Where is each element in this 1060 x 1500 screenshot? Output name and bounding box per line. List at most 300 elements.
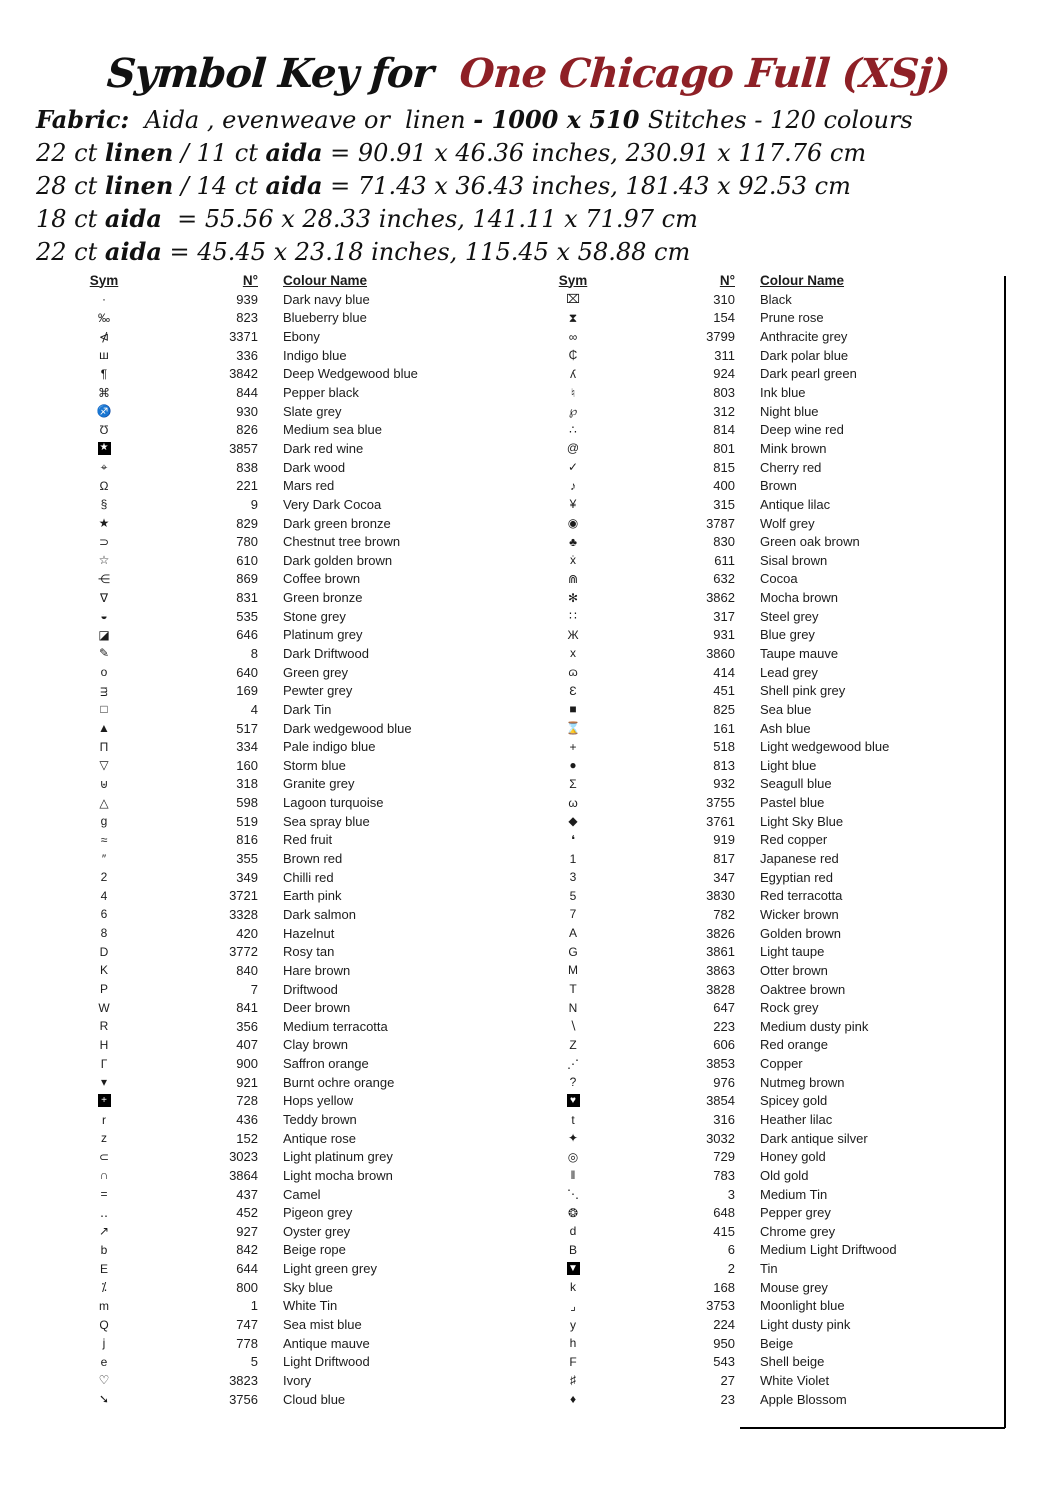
table-row bbox=[60, 1054, 510, 1073]
table-row bbox=[530, 1166, 1005, 1185]
number-cell: 3828 bbox=[706, 981, 735, 997]
name-cell: Japanese red bbox=[760, 851, 839, 867]
symbol-cell: ≈ bbox=[100, 832, 108, 847]
number-cell: 648 bbox=[713, 1205, 735, 1221]
number-cell: 3032 bbox=[706, 1130, 735, 1146]
symbol-cell: § bbox=[100, 497, 108, 512]
symbol-cell: ♡ bbox=[98, 1373, 110, 1388]
number-cell: 400 bbox=[713, 478, 735, 494]
number-cell: 8 bbox=[250, 645, 258, 661]
name-cell: Red terracotta bbox=[760, 888, 843, 904]
number-cell: 318 bbox=[236, 776, 258, 792]
table-row bbox=[60, 1073, 510, 1092]
table-row bbox=[530, 793, 1005, 812]
name-cell: Lagoon turquoise bbox=[283, 795, 384, 811]
number-cell: 3023 bbox=[229, 1149, 258, 1165]
name-cell: Blue grey bbox=[760, 627, 815, 643]
table-header bbox=[60, 270, 510, 290]
table-row bbox=[60, 1129, 510, 1148]
table-row bbox=[60, 868, 510, 887]
table-row bbox=[60, 607, 510, 626]
table-row bbox=[60, 905, 510, 924]
name-cell: Sisal brown bbox=[760, 552, 828, 568]
number-cell: 816 bbox=[236, 832, 258, 848]
number-cell: 826 bbox=[236, 422, 258, 438]
number-cell: 3328 bbox=[229, 906, 258, 922]
symbol-cell: P bbox=[99, 982, 108, 997]
name-cell: Mars red bbox=[283, 478, 335, 494]
symbol-cell: K bbox=[99, 963, 108, 978]
name-cell: Lead grey bbox=[760, 664, 818, 680]
number-cell: 23 bbox=[720, 1391, 735, 1407]
number-cell: 931 bbox=[713, 627, 735, 643]
table-row bbox=[530, 290, 1005, 309]
symbol-cell: R bbox=[99, 1019, 109, 1034]
number-cell: 646 bbox=[236, 627, 258, 643]
name-cell: Ink blue bbox=[760, 385, 806, 401]
name-cell: Indigo blue bbox=[283, 347, 347, 363]
name-cell: Wicker brown bbox=[760, 906, 839, 922]
number-cell: 316 bbox=[713, 1112, 735, 1127]
name-cell: Taupe mauve bbox=[760, 645, 839, 661]
symbol-cell: ❂ bbox=[567, 1205, 579, 1220]
table-row bbox=[60, 1241, 510, 1260]
number-cell: 3860 bbox=[706, 645, 735, 661]
number-cell: 9 bbox=[250, 496, 258, 512]
name-cell: Sea mist blue bbox=[283, 1317, 362, 1333]
number-cell: 842 bbox=[236, 1242, 258, 1258]
name-cell: Moonlight blue bbox=[760, 1298, 845, 1314]
symbol-cell: Π bbox=[99, 739, 109, 754]
symbol-cell: Ɛ bbox=[569, 683, 577, 698]
number-cell: 543 bbox=[713, 1354, 735, 1370]
table-row bbox=[60, 514, 510, 533]
symbol-cell: ◪ bbox=[98, 627, 110, 642]
name-cell: Dark wood bbox=[283, 459, 346, 475]
name-cell: Otter brown bbox=[760, 962, 828, 978]
symbol-cell: b bbox=[100, 1242, 108, 1257]
table-row bbox=[60, 476, 510, 495]
table-row bbox=[530, 775, 1005, 794]
table-row bbox=[530, 700, 1005, 719]
name-cell: Very Dark Cocoa bbox=[283, 496, 382, 512]
symbol-cell: W bbox=[98, 1000, 110, 1015]
number-cell: 160 bbox=[236, 757, 258, 773]
number-cell: 825 bbox=[713, 701, 735, 717]
table-row bbox=[530, 1054, 1005, 1073]
number-cell: 535 bbox=[236, 608, 258, 624]
table-row bbox=[530, 1185, 1005, 1204]
number-cell: 729 bbox=[713, 1149, 735, 1165]
number-cell: 841 bbox=[236, 1000, 258, 1016]
name-cell: Copper bbox=[760, 1056, 803, 1072]
name-cell: Clay brown bbox=[283, 1037, 349, 1053]
number-cell: 3761 bbox=[706, 813, 735, 829]
number-cell: 7 bbox=[250, 981, 258, 997]
number-cell: 312 bbox=[713, 403, 735, 419]
table-row bbox=[60, 887, 510, 906]
table-row bbox=[60, 1259, 510, 1278]
name-cell: Pastel blue bbox=[760, 795, 825, 811]
table-row bbox=[530, 495, 1005, 514]
symbol-cell: ● bbox=[569, 758, 577, 773]
symbol-cell: @ bbox=[566, 441, 580, 456]
table-row bbox=[60, 663, 510, 682]
number-cell: 3755 bbox=[706, 795, 735, 811]
name-cell: Dark wedgewood blue bbox=[283, 720, 412, 736]
symbol-cell: = bbox=[100, 1187, 108, 1202]
table-row bbox=[60, 1371, 510, 1390]
symbol-cell: ⌖ bbox=[100, 460, 108, 475]
symbol-cell: d bbox=[569, 1224, 577, 1239]
number-cell: 927 bbox=[236, 1223, 258, 1239]
table-row bbox=[530, 1017, 1005, 1036]
name-cell: Pepper black bbox=[283, 385, 359, 401]
table-row bbox=[60, 495, 510, 514]
symbol-cell: ◉ bbox=[567, 516, 579, 530]
symbol-cell: x bbox=[570, 646, 576, 661]
name-cell: Red fruit bbox=[283, 832, 333, 848]
table-row bbox=[530, 1110, 1005, 1129]
table-row bbox=[530, 1278, 1005, 1297]
symbol-cell: ‥ bbox=[99, 1205, 108, 1220]
name-cell: Light Sky Blue bbox=[760, 813, 844, 829]
number-cell: 3862 bbox=[706, 590, 735, 606]
symbol-cell: ♥ bbox=[530, 1094, 616, 1107]
symbol-cell: ⋒ bbox=[567, 571, 579, 586]
name-cell: Cherry red bbox=[760, 459, 822, 475]
table-bottom-border bbox=[740, 1427, 1005, 1429]
number-cell: 451 bbox=[713, 683, 735, 699]
table-row bbox=[60, 290, 510, 309]
name-cell: Antique mauve bbox=[283, 1335, 370, 1351]
symbol-cell: Ω bbox=[99, 478, 109, 493]
name-cell: White Violet bbox=[760, 1372, 830, 1388]
table-row bbox=[60, 1017, 510, 1036]
name-cell: Honey gold bbox=[760, 1149, 826, 1165]
name-cell: Seagull blue bbox=[760, 776, 832, 792]
number-cell: 3756 bbox=[229, 1391, 258, 1407]
table-row bbox=[530, 1222, 1005, 1241]
fabric-line: 22 ct linen / 11 ct aida = 90.91 x 46.36 inches, 230.91 x 117.76 cm bbox=[36, 138, 867, 167]
number-cell: 817 bbox=[713, 851, 735, 867]
name-cell: Deer brown bbox=[283, 1000, 351, 1016]
number-cell: 800 bbox=[236, 1279, 258, 1295]
name-cell: Shell pink grey bbox=[760, 683, 846, 699]
symbol-cell: ♮ bbox=[570, 385, 576, 400]
name-cell: Pepper grey bbox=[760, 1205, 831, 1221]
number-cell: 336 bbox=[236, 347, 258, 363]
number-cell: 815 bbox=[713, 459, 735, 475]
fabric-line: 22 ct aida = 45.45 x 23.18 inches, 115.45 x 58.88 cm bbox=[36, 237, 691, 266]
table-row bbox=[530, 1241, 1005, 1260]
table-row bbox=[530, 1147, 1005, 1166]
number-cell: 3861 bbox=[706, 944, 735, 960]
header-sym: Sym bbox=[89, 272, 119, 288]
symbol-cell: ⋱ bbox=[567, 1187, 579, 1202]
name-cell: Pewter grey bbox=[283, 683, 353, 699]
name-cell: Light platinum grey bbox=[283, 1149, 393, 1165]
symbol-cell: T bbox=[569, 982, 577, 997]
symbol-cell: ʎ bbox=[570, 366, 576, 381]
number-cell: 640 bbox=[236, 664, 258, 680]
table-row bbox=[60, 1390, 510, 1409]
name-cell: Light dusty pink bbox=[760, 1317, 851, 1333]
number-cell: 801 bbox=[713, 440, 735, 456]
symbol-cell: ″ bbox=[101, 851, 107, 866]
symbol-cell: · bbox=[102, 292, 106, 307]
number-cell: 869 bbox=[236, 571, 258, 587]
symbol-table-left bbox=[60, 270, 510, 1408]
symbol-cell: ▼ bbox=[568, 1262, 578, 1274]
table-row bbox=[530, 1129, 1005, 1148]
header-colour-name: Colour Name bbox=[283, 272, 368, 288]
name-cell: Beige rope bbox=[283, 1242, 346, 1258]
name-cell: Heather lilac bbox=[760, 1112, 833, 1127]
table-row bbox=[60, 1185, 510, 1204]
number-cell: 161 bbox=[713, 720, 735, 736]
table-row bbox=[60, 700, 510, 719]
table-rows-left bbox=[60, 290, 510, 1408]
symbol-cell: B bbox=[568, 1242, 577, 1257]
symbol-cell: ♣ bbox=[569, 534, 577, 549]
name-cell: Brown bbox=[760, 478, 797, 494]
table-row bbox=[530, 868, 1005, 887]
symbol-cell: ⊃ bbox=[98, 534, 110, 549]
name-cell: Sea spray blue bbox=[283, 813, 370, 829]
symbol-cell: ǁ bbox=[570, 1168, 576, 1183]
number-cell: 437 bbox=[236, 1186, 258, 1202]
table-row bbox=[530, 1315, 1005, 1334]
name-cell: Prune rose bbox=[760, 310, 824, 326]
symbol-cell: ↗ bbox=[98, 1224, 110, 1239]
name-cell: Chilli red bbox=[283, 869, 334, 885]
table-rows-right bbox=[530, 290, 1005, 1408]
symbol-cell: △ bbox=[99, 795, 109, 810]
table-row bbox=[60, 402, 510, 421]
symbol-cell: ⊎ bbox=[99, 776, 109, 791]
number-cell: 3799 bbox=[706, 329, 735, 345]
number-cell: 518 bbox=[713, 739, 735, 755]
number-cell: 840 bbox=[236, 962, 258, 978]
number-cell: 3721 bbox=[229, 888, 258, 904]
number-cell: 334 bbox=[236, 739, 258, 755]
symbol-cell: Σ bbox=[569, 776, 577, 791]
number-cell: 3863 bbox=[706, 962, 735, 978]
name-cell: Dark salmon bbox=[283, 906, 356, 922]
symbol-cell: ⋲ bbox=[98, 571, 110, 586]
table-row bbox=[60, 1278, 510, 1297]
number-cell: 606 bbox=[713, 1037, 735, 1053]
symbol-cell: H bbox=[99, 1037, 109, 1052]
name-cell: Camel bbox=[283, 1186, 321, 1202]
symbol-cell: ★ bbox=[98, 516, 110, 530]
symbol-cell: ❛ bbox=[571, 832, 575, 847]
number-cell: 3842 bbox=[229, 366, 258, 382]
name-cell: Mocha brown bbox=[760, 590, 839, 606]
name-cell: Wolf grey bbox=[760, 515, 815, 531]
number-cell: 813 bbox=[713, 757, 735, 773]
name-cell: Light taupe bbox=[760, 944, 825, 960]
table-row bbox=[60, 588, 510, 607]
name-cell: Tin bbox=[760, 1261, 778, 1277]
name-cell: Hazelnut bbox=[283, 925, 335, 941]
number-cell: 900 bbox=[236, 1056, 258, 1072]
table-row bbox=[530, 1371, 1005, 1390]
symbol-cell: A bbox=[568, 926, 577, 941]
table-row bbox=[530, 924, 1005, 943]
table-row bbox=[60, 998, 510, 1017]
table-row bbox=[530, 831, 1005, 850]
number-cell: 976 bbox=[713, 1074, 735, 1090]
name-cell: Rock grey bbox=[760, 1000, 819, 1016]
symbol-cell: ᴟ bbox=[100, 683, 108, 698]
symbol-cell: ‰ bbox=[98, 310, 110, 325]
number-cell: 924 bbox=[713, 366, 735, 382]
table-row bbox=[60, 793, 510, 812]
header-sym: Sym bbox=[558, 272, 588, 288]
symbol-tables bbox=[0, 270, 1060, 1408]
symbol-cell: ▽ bbox=[99, 758, 109, 773]
table-row bbox=[530, 420, 1005, 439]
name-cell: Rosy tan bbox=[283, 944, 335, 960]
number-cell: 5 bbox=[250, 1354, 258, 1370]
number-cell: 407 bbox=[236, 1037, 258, 1053]
table-row bbox=[530, 1036, 1005, 1055]
name-cell: Sea blue bbox=[760, 701, 812, 717]
name-cell: Burnt ochre orange bbox=[283, 1074, 395, 1090]
table-row bbox=[530, 570, 1005, 589]
symbol-cell: m bbox=[99, 1298, 109, 1313]
name-cell: Nutmeg brown bbox=[760, 1074, 845, 1090]
number-cell: 152 bbox=[236, 1130, 258, 1146]
name-cell: Chrome grey bbox=[760, 1223, 836, 1239]
number-cell: 3853 bbox=[706, 1056, 735, 1072]
number-cell: 315 bbox=[713, 496, 735, 512]
table-row bbox=[60, 1092, 510, 1111]
number-cell: 6 bbox=[727, 1242, 735, 1258]
number-cell: 223 bbox=[713, 1018, 735, 1034]
number-cell: 310 bbox=[713, 291, 735, 307]
number-cell: 782 bbox=[713, 906, 735, 922]
table-row bbox=[530, 365, 1005, 384]
name-cell: Light Driftwood bbox=[283, 1354, 370, 1370]
table-row bbox=[530, 756, 1005, 775]
table-row bbox=[530, 383, 1005, 402]
header-number: N° bbox=[719, 272, 735, 288]
name-cell: Old gold bbox=[760, 1167, 809, 1183]
name-cell: Steel grey bbox=[760, 608, 819, 624]
number-cell: 830 bbox=[713, 534, 735, 550]
number-cell: 3772 bbox=[229, 944, 258, 960]
table-row bbox=[60, 1203, 510, 1222]
table-row bbox=[60, 849, 510, 868]
name-cell: Ebony bbox=[283, 329, 320, 345]
name-cell: Pale indigo blue bbox=[283, 739, 376, 755]
number-cell: 3371 bbox=[229, 329, 258, 345]
table-row bbox=[530, 402, 1005, 421]
symbol-cell: ◆ bbox=[568, 814, 578, 829]
symbol-cell: ∩ bbox=[99, 1168, 109, 1183]
number-cell: 950 bbox=[713, 1335, 735, 1351]
number-cell: 814 bbox=[713, 422, 735, 438]
table-row bbox=[60, 756, 510, 775]
name-cell: Dark navy blue bbox=[283, 291, 370, 307]
symbol-cell: k bbox=[570, 1280, 576, 1295]
symbol-cell: r bbox=[102, 1112, 106, 1127]
name-cell: Medium Light Driftwood bbox=[760, 1242, 897, 1258]
table-row bbox=[60, 1353, 510, 1372]
symbol-cell: ■ bbox=[569, 702, 577, 717]
title-pattern-name: One Chicago Full (XSj) bbox=[458, 50, 951, 97]
symbol-cell: D bbox=[99, 944, 109, 959]
name-cell: Oyster grey bbox=[283, 1223, 351, 1239]
symbol-cell: g bbox=[100, 814, 108, 829]
table-row bbox=[60, 1147, 510, 1166]
symbol-cell: ⁒ bbox=[101, 1280, 107, 1295]
name-cell: Red copper bbox=[760, 832, 828, 848]
name-cell: Apple Blossom bbox=[760, 1391, 847, 1407]
number-cell: 3854 bbox=[706, 1093, 735, 1109]
symbol-cell: ∖ bbox=[569, 1019, 577, 1034]
name-cell: Sky blue bbox=[283, 1279, 333, 1295]
symbol-cell: N bbox=[568, 1000, 578, 1015]
symbol-cell: ⌛ bbox=[565, 721, 581, 736]
number-cell: 783 bbox=[713, 1167, 735, 1183]
symbol-cell: ⌧ bbox=[566, 292, 580, 307]
symbol-cell: ш bbox=[99, 348, 109, 363]
number-cell: 452 bbox=[236, 1205, 258, 1221]
symbol-cell: ℘ bbox=[568, 404, 578, 419]
table-row bbox=[60, 1334, 510, 1353]
number-cell: 780 bbox=[236, 534, 258, 550]
table-row bbox=[530, 1092, 1005, 1111]
table-row bbox=[530, 737, 1005, 756]
symbol-cell: ω bbox=[568, 795, 578, 810]
table-row bbox=[530, 439, 1005, 458]
symbol-cell: ¶ bbox=[100, 366, 108, 381]
number-cell: 3857 bbox=[229, 440, 258, 456]
name-cell: Slate grey bbox=[283, 403, 342, 419]
table-row bbox=[530, 681, 1005, 700]
symbol-cell: 8 bbox=[100, 926, 108, 941]
table-row bbox=[60, 1222, 510, 1241]
symbol-cell: 5 bbox=[569, 888, 577, 903]
table-row bbox=[60, 420, 510, 439]
fabric-line: Fabric: Aida , evenweave or linen - 1000 x 510 Stitches - 120 colours bbox=[36, 105, 913, 134]
name-cell: Shell beige bbox=[760, 1354, 825, 1370]
symbol-cell: ♦ bbox=[569, 1392, 577, 1407]
number-cell: 317 bbox=[713, 608, 735, 624]
symbol-cell: ⋪ bbox=[98, 329, 110, 344]
name-cell: Dark Driftwood bbox=[283, 645, 369, 661]
table-row bbox=[60, 681, 510, 700]
number-cell: 829 bbox=[236, 515, 258, 531]
symbol-cell: Q bbox=[99, 1317, 109, 1332]
table-row bbox=[530, 887, 1005, 906]
table-row bbox=[60, 551, 510, 570]
name-cell: Dark polar blue bbox=[760, 347, 849, 363]
number-cell: 939 bbox=[236, 291, 258, 307]
table-row bbox=[60, 924, 510, 943]
name-cell: Driftwood bbox=[283, 981, 338, 997]
name-cell: Cloud blue bbox=[283, 1391, 346, 1407]
table-row bbox=[530, 998, 1005, 1017]
table-row bbox=[530, 607, 1005, 626]
name-cell: Dark Tin bbox=[283, 701, 332, 717]
header-number: N° bbox=[242, 272, 258, 288]
name-cell: Oaktree brown bbox=[760, 981, 846, 997]
